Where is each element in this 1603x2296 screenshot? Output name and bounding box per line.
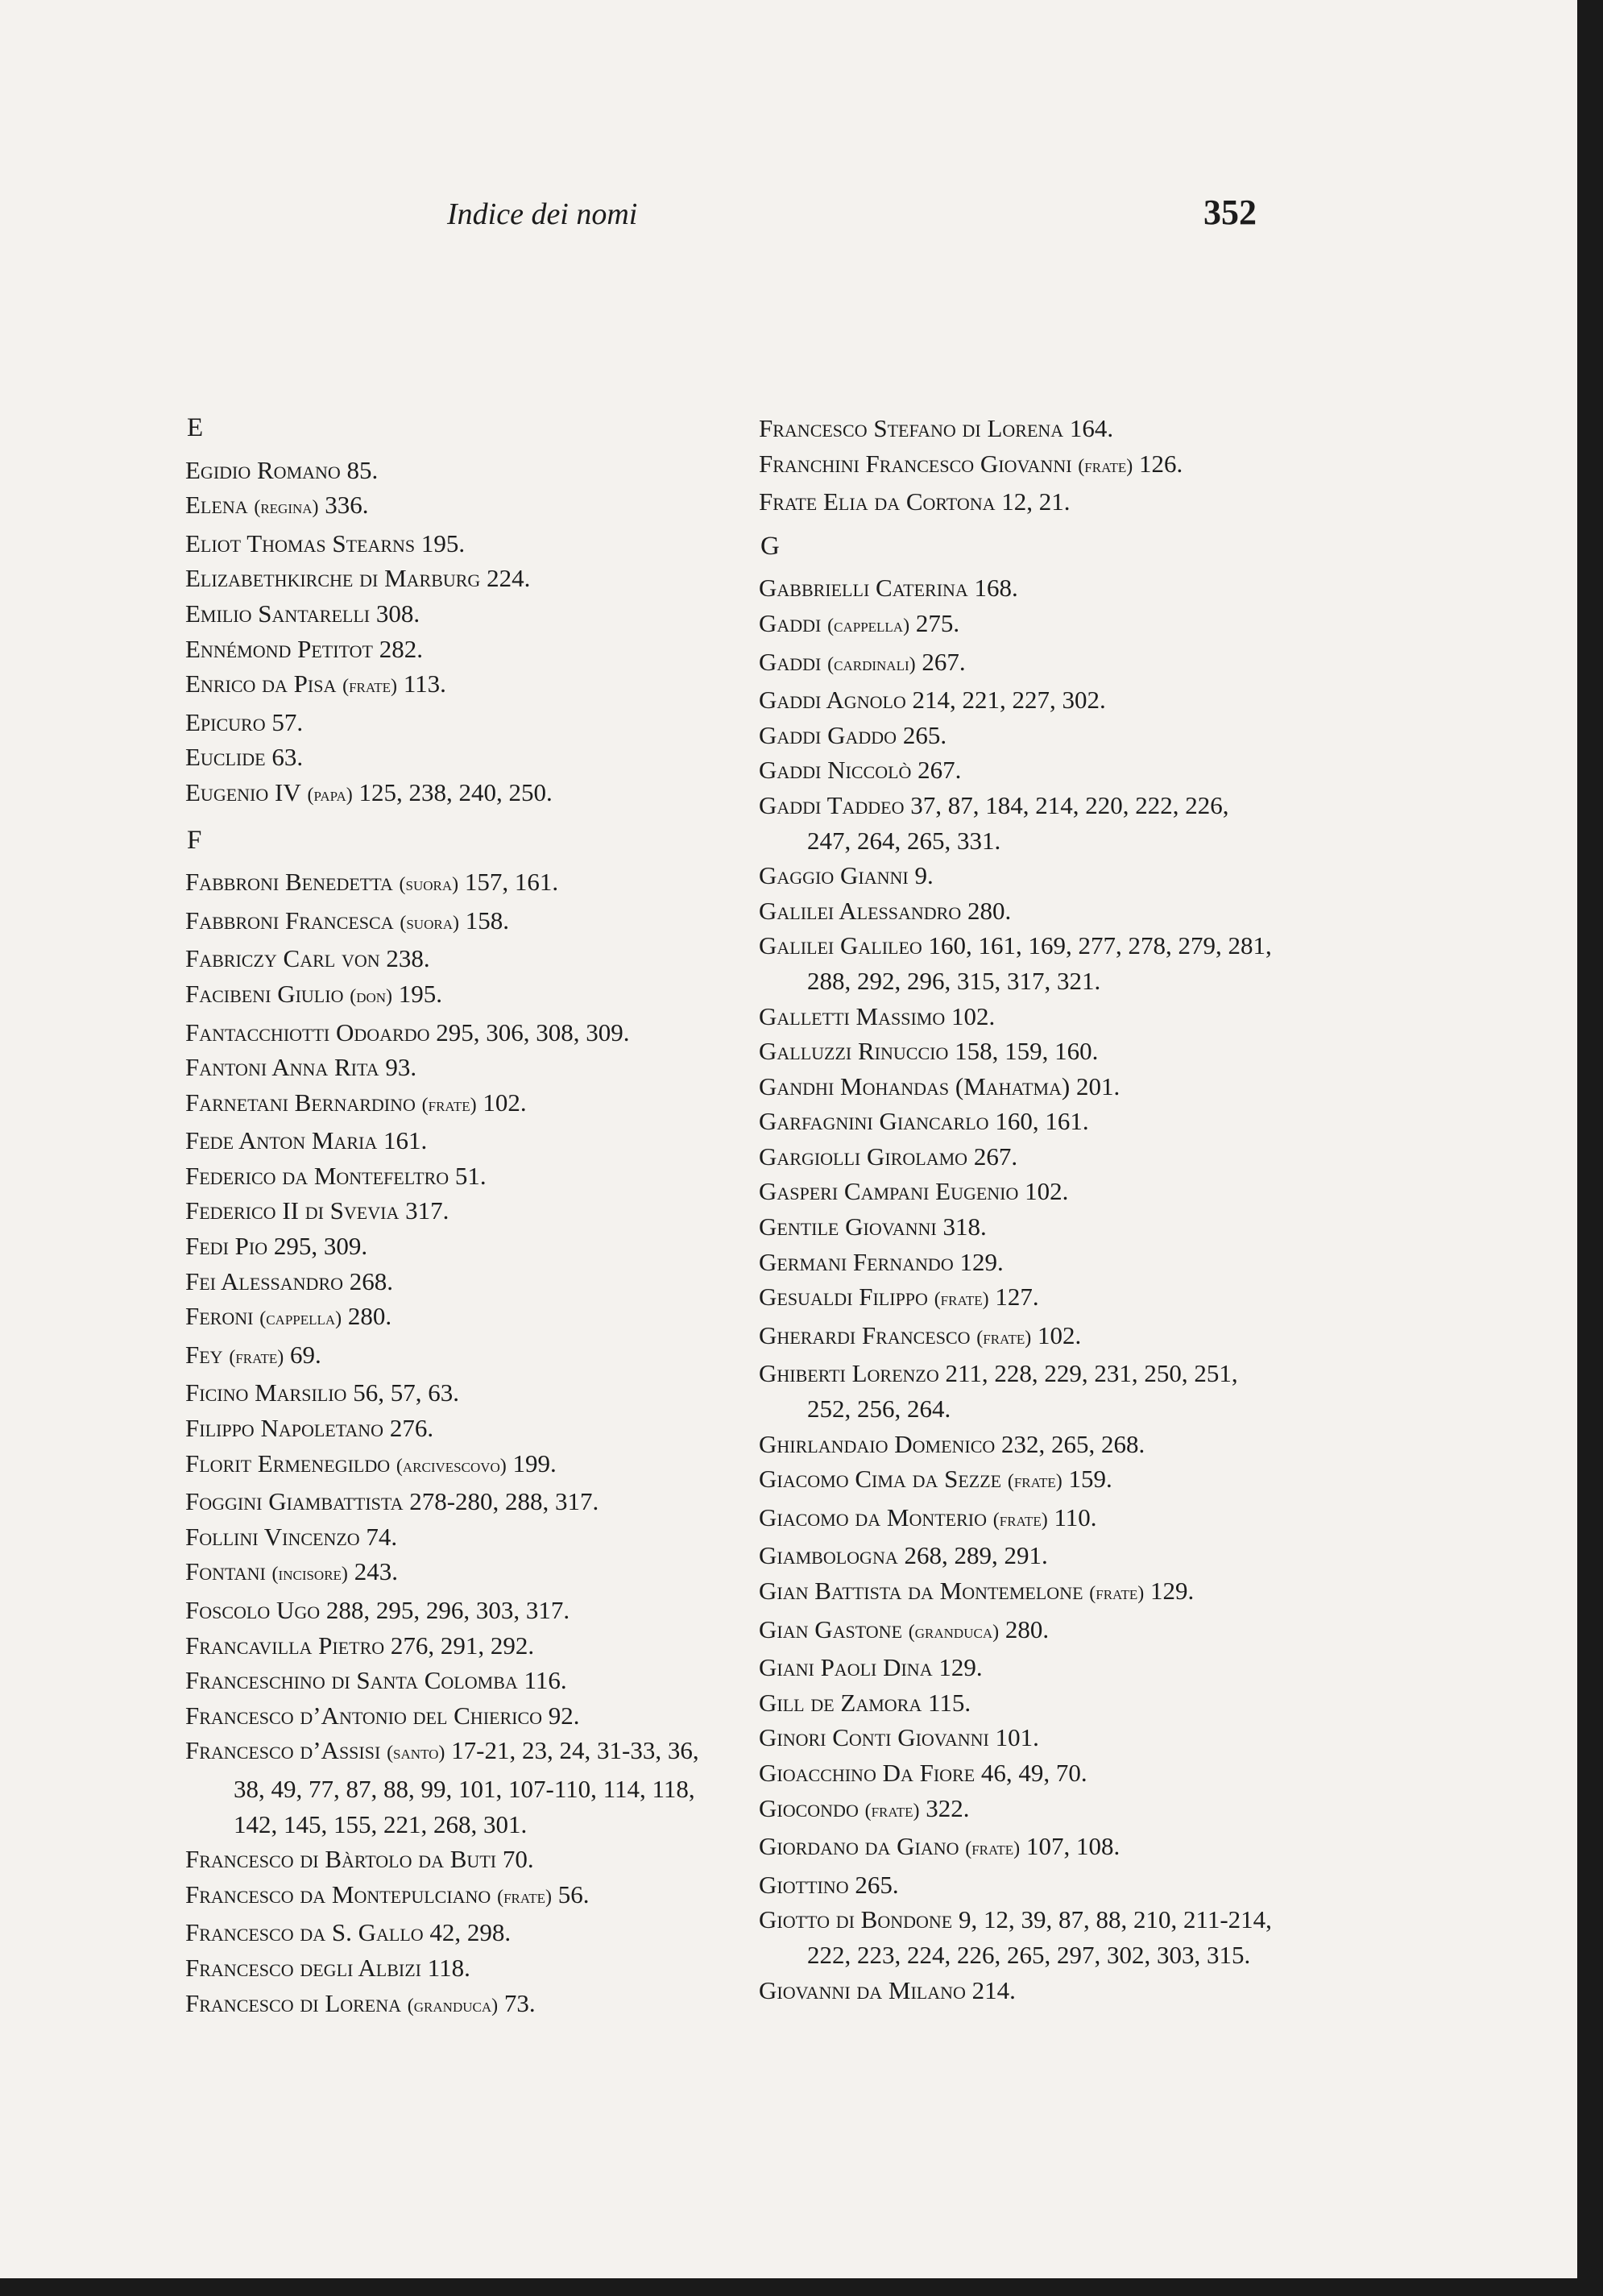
entry-name: Ginori Conti Giovanni: [759, 1723, 989, 1752]
entry-pages: 195.: [420, 528, 466, 557]
entry-name: Francesco di Lorena: [185, 1988, 402, 2017]
index-entry: [759, 1245, 1274, 1280]
entry-name: Galilei Galileo: [759, 931, 922, 960]
index-entry: [185, 561, 733, 596]
entry-pages: 318.: [942, 1212, 987, 1241]
entry-name: Fede Anton Maria: [185, 1126, 378, 1155]
index-entry: [759, 411, 1274, 446]
entry-pages: 56.: [557, 1879, 590, 1908]
index-entry: [185, 1158, 733, 1194]
entry-pages: 268, 289, 291.: [904, 1541, 1048, 1570]
index-entry: [185, 976, 733, 1015]
entry-pages: 93.: [385, 1053, 417, 1082]
entry-pages: 116.: [524, 1666, 567, 1695]
entry-name: Giocondo: [759, 1793, 859, 1822]
entry-name: Epicuro: [185, 707, 266, 736]
entry-note: (granduca): [407, 1995, 499, 2016]
index-entry: [185, 1337, 733, 1376]
entry-pages: 317.: [405, 1196, 449, 1225]
index-entry: [759, 682, 1274, 718]
entry-note: (regina): [254, 497, 319, 519]
entry-pages: 275.: [915, 608, 960, 637]
entry-name: Elizabethkirche di Marburg: [185, 564, 481, 593]
entry-name: Ghiberti Lorenzo: [759, 1359, 939, 1388]
index-entry: [185, 864, 733, 903]
entry-name: Emilio Santarelli: [185, 599, 371, 628]
entry-pages: 125, 238, 240, 250.: [358, 777, 553, 806]
index-entry: [185, 1299, 733, 1337]
entry-pages: 276, 291, 292.: [390, 1631, 535, 1660]
entry-pages: 280.: [1004, 1614, 1050, 1643]
entry-note: (frate): [1007, 1471, 1062, 1493]
entry-name: Giotto di Bondone: [759, 1905, 953, 1934]
index-entry: [759, 1685, 1274, 1721]
entry-name: Ficino Marsilio: [185, 1378, 347, 1407]
entry-pages: 265.: [902, 720, 947, 749]
entry-name: Florit Ermenegildo: [185, 1448, 391, 1477]
entry-note: (frate): [992, 1509, 1048, 1531]
entry-name: Gill de Zamora: [759, 1688, 922, 1717]
index-entry: [185, 1519, 733, 1555]
entry-name: Gabbrielli Caterina: [759, 574, 968, 603]
running-header-title: Indice dei nomi: [447, 197, 638, 231]
index-entry: [759, 1538, 1274, 1573]
entry-name: Germani Fernando: [759, 1247, 954, 1276]
index-entry: [759, 1755, 1274, 1791]
index-entry: [185, 1663, 733, 1698]
index-entry: [759, 1209, 1274, 1245]
entry-name: Gaddi Taddeo: [759, 790, 905, 819]
index-column-right: [759, 411, 1274, 2008]
entry-pages: 288, 295, 296, 303, 317.: [325, 1596, 570, 1624]
entry-name: Francesco da Montepulciano: [185, 1879, 491, 1908]
letter-heading: E: [187, 413, 204, 442]
entry-name: Follini Vincenzo: [185, 1522, 360, 1551]
index-entry: [185, 1698, 733, 1734]
entry-pages: 282.: [379, 634, 423, 663]
index-entry: [759, 1356, 1274, 1426]
entry-name: Gian Battista da Montemelone: [759, 1577, 1083, 1605]
entry-name: Egidio Romano: [185, 455, 341, 484]
index-column-left: [185, 411, 733, 2024]
entry-pages: 69.: [290, 1340, 321, 1369]
entry-note: (frate): [976, 1327, 1032, 1349]
index-entry: [759, 1318, 1274, 1357]
entry-name: Gaggio Gianni: [759, 861, 909, 890]
index-entry: [185, 1085, 733, 1124]
entry-name: Gherardi Francesco: [759, 1320, 971, 1349]
entry-name: Fantacchiotti Odoardo: [185, 1017, 430, 1046]
index-entry: [185, 1915, 733, 1950]
index-entry: [759, 446, 1274, 485]
entry-name: Gioacchino Da Fiore: [759, 1758, 975, 1787]
index-entry: [759, 1279, 1274, 1318]
entry-note: (cardinali): [827, 653, 916, 675]
index-entry: [759, 718, 1274, 753]
entry-name: Federico da Montefeltro: [185, 1161, 449, 1190]
entry-pages: 12, 21.: [1001, 487, 1071, 516]
entry-pages: 232, 265, 268.: [1001, 1429, 1145, 1458]
index-entry: [185, 1015, 733, 1051]
entry-pages: 280.: [347, 1302, 392, 1331]
entry-name: Fabbroni Francesca: [185, 906, 394, 935]
index-entry: [759, 1461, 1274, 1500]
entry-name: Galilei Alessandro: [759, 896, 962, 925]
entry-pages: 158.: [465, 906, 509, 935]
entry-pages: 126.: [1139, 449, 1183, 478]
entry-pages: 280.: [967, 896, 1012, 925]
index-entry: [185, 453, 733, 488]
index-entry: [759, 1174, 1274, 1209]
index-entry: [759, 928, 1274, 998]
entry-name: Francesco di Bàrtolo da Buti: [185, 1845, 497, 1874]
index-entry: [759, 1500, 1274, 1539]
index-entry: [185, 1375, 733, 1411]
entry-pages: 113.: [403, 669, 446, 698]
index-entry: [185, 1446, 733, 1485]
entry-pages: 159.: [1068, 1465, 1112, 1494]
index-entry: [759, 1791, 1274, 1830]
entry-name: Fantoni Anna Rita: [185, 1053, 379, 1082]
entry-note: (frate): [342, 676, 398, 698]
entry-name: Federico II di Svevia: [185, 1196, 400, 1225]
index-entry: [759, 1867, 1274, 1903]
entry-name: Elena: [185, 491, 248, 520]
entry-pages: 102.: [1025, 1177, 1069, 1206]
index-entry: [759, 570, 1274, 606]
entry-name: Fedi Pio: [185, 1232, 268, 1261]
index-entry: [759, 1650, 1274, 1685]
index-entry: [759, 893, 1274, 929]
entry-name: Francesco da S. Gallo: [185, 1918, 424, 1947]
letter-heading: F: [187, 825, 202, 855]
entry-note: (suora): [399, 874, 459, 896]
index-entry: [185, 775, 733, 814]
entry-name: Euclide: [185, 743, 266, 772]
entry-pages: 322.: [926, 1793, 970, 1822]
entry-name: Eliot Thomas Stearns: [185, 528, 416, 557]
index-entry: [185, 1733, 733, 1842]
entry-note: (frate): [497, 1886, 553, 1908]
entry-pages: 73.: [503, 1988, 536, 2017]
entry-pages: 211, 228, 229, 231, 250, 251, 252, 256, 264.: [807, 1359, 1238, 1424]
index-entry: [759, 644, 1274, 683]
entry-note: (cappella): [827, 615, 910, 636]
entry-name: Frate Elia da Cortona: [759, 487, 996, 516]
index-entry: [759, 1069, 1274, 1104]
index-entry: [185, 903, 733, 942]
entry-name: Francavilla Pietro: [185, 1631, 385, 1660]
entry-pages: 110.: [1054, 1502, 1097, 1531]
page-number: 352: [1203, 193, 1257, 232]
entry-pages: 224.: [487, 564, 531, 593]
entry-pages: 17-21, 23, 24, 31-33, 36, 38, 49, 77, 87, 88, 99, 101, 107-110, 114, 118, 142, 145, 155, 221, 268, 301.: [234, 1736, 699, 1838]
entry-name: Gasperi Campani Eugenio: [759, 1177, 1019, 1206]
index-entry: [759, 999, 1274, 1034]
entry-pages: 267.: [917, 756, 962, 785]
entry-name: Gesualdi Filippo: [759, 1283, 928, 1312]
index-entry: [185, 632, 733, 667]
entry-name: Gentile Giovanni: [759, 1212, 937, 1241]
entry-name: Giacomo da Monterio: [759, 1502, 987, 1531]
entry-pages: 214.: [971, 1975, 1016, 2004]
entry-name: Fey: [185, 1340, 223, 1369]
entry-pages: 267.: [922, 647, 966, 676]
entry-pages: 199.: [512, 1448, 557, 1477]
index-entry: [185, 1411, 733, 1446]
entry-pages: 63.: [271, 743, 304, 772]
entry-name: Fei Alessandro: [185, 1266, 344, 1295]
entry-pages: 160, 161.: [995, 1107, 1089, 1136]
entry-pages: 265.: [855, 1870, 899, 1899]
entry-pages: 85.: [346, 455, 379, 484]
index-entry: [759, 606, 1274, 644]
index-entry: [185, 1986, 733, 2025]
entry-pages: 268.: [349, 1266, 394, 1295]
entry-pages: 102.: [1037, 1320, 1082, 1349]
entry-name: Enrico da Pisa: [185, 669, 337, 698]
entry-pages: 276.: [389, 1414, 434, 1443]
entry-note: (arcivescovo): [396, 1455, 507, 1477]
entry-name: Foggini Giambattista: [185, 1487, 404, 1516]
entry-pages: 129.: [1149, 1577, 1195, 1605]
entry-pages: 336.: [325, 491, 369, 520]
entry-note: (frate): [965, 1838, 1021, 1860]
letter-heading: G: [760, 531, 780, 561]
entry-name: Gargiolli Girolamo: [759, 1142, 968, 1171]
entry-name: Farnetani Bernardino: [185, 1088, 416, 1117]
index-entry: [185, 526, 733, 562]
entry-name: Giordano da Giano: [759, 1832, 959, 1861]
index-entry: [185, 941, 733, 976]
index-entry: [759, 1973, 1274, 2008]
entry-pages: 195.: [398, 979, 443, 1008]
index-entry: [185, 1050, 733, 1085]
entry-pages: 70.: [502, 1845, 534, 1874]
entry-pages: 295, 309.: [273, 1232, 368, 1261]
index-entry: [185, 1593, 733, 1628]
index-entry: [185, 705, 733, 740]
entry-name: Galluzzi Rinuccio: [759, 1037, 949, 1066]
entry-name: Giottino: [759, 1870, 849, 1899]
entry-name: Giambologna: [759, 1541, 898, 1570]
entry-name: Facibeni Giulio: [185, 979, 344, 1008]
index-entry: [185, 1484, 733, 1519]
entry-name: Gandhi Mohandas (Mahatma): [759, 1071, 1071, 1100]
index-entry: [759, 484, 1274, 520]
entry-name: Ennémond Petitot: [185, 634, 373, 663]
index-entry: [185, 1193, 733, 1229]
index-entry: [759, 1104, 1274, 1139]
entry-name: Fabriczy Carl von: [185, 944, 380, 973]
index-entry: [185, 487, 733, 526]
entry-note: (cappella): [259, 1308, 342, 1330]
entry-name: Gian Gastone: [759, 1614, 903, 1643]
entry-note: (frate): [1078, 455, 1133, 477]
entry-name: Fabbroni Benedetta: [185, 868, 393, 897]
entry-note: (frate): [934, 1289, 989, 1311]
entry-pages: 51.: [454, 1161, 487, 1190]
entry-name: Feroni: [185, 1302, 254, 1331]
entry-pages: 102.: [951, 1001, 996, 1030]
entry-name: Francesco d’Antonio del Chierico: [185, 1701, 543, 1730]
entry-name: Franceschino di Santa Colomba: [185, 1666, 518, 1695]
entry-note: (papa): [307, 784, 353, 806]
index-entry: [759, 788, 1274, 858]
index-entry: [759, 1720, 1274, 1755]
entry-note: (suora): [400, 912, 459, 934]
index-entry: [759, 752, 1274, 788]
entry-name: Filippo Napoletano: [185, 1414, 384, 1443]
entry-name: Giovanni da Milano: [759, 1975, 966, 2004]
entry-note: (santo): [387, 1743, 445, 1764]
entry-pages: 129.: [959, 1247, 1004, 1276]
entry-name: Fontani: [185, 1557, 266, 1586]
entry-note: (don): [350, 985, 393, 1007]
entry-name: Foscolo Ugo: [185, 1596, 321, 1624]
index-entry: [759, 858, 1274, 893]
entry-pages: 127.: [995, 1283, 1039, 1312]
entry-pages: 101.: [995, 1723, 1039, 1752]
entry-pages: 157, 161.: [464, 868, 559, 897]
entry-pages: 158, 159, 160.: [955, 1037, 1099, 1066]
entry-note: (frate): [864, 1800, 920, 1821]
entry-pages: 57.: [271, 707, 304, 736]
entry-pages: 9, 12, 39, 87, 88, 210, 211-214, 222, 223, 224, 226, 265, 297, 302, 303, 315.: [807, 1905, 1272, 1969]
entry-pages: 102.: [483, 1088, 527, 1117]
entry-name: Giani Paoli Dina: [759, 1653, 933, 1682]
entry-name: Giacomo Cima da Sezze: [759, 1465, 1002, 1494]
index-entry: [185, 596, 733, 632]
entry-pages: 295, 306, 308, 309.: [436, 1017, 630, 1046]
entry-name: Gaddi Niccolò: [759, 756, 912, 785]
entry-name: Eugenio IV: [185, 777, 301, 806]
entry-pages: 278-280, 288, 317.: [409, 1487, 599, 1516]
index-entry: [185, 1842, 733, 1877]
entry-note: (granduca): [908, 1621, 1000, 1643]
entry-pages: 92.: [548, 1701, 580, 1730]
index-entry: [185, 1554, 733, 1593]
entry-pages: 42, 298.: [429, 1918, 512, 1947]
index-entry: [759, 1612, 1274, 1651]
entry-pages: 243.: [354, 1557, 398, 1586]
entry-pages: 118.: [427, 1953, 470, 1982]
entry-name: Francesco Stefano di Lorena: [759, 414, 1064, 442]
entry-pages: 160, 161, 169, 277, 278, 279, 281, 288, 292, 296, 315, 317, 321.: [807, 931, 1272, 995]
entry-name: Gaddi: [759, 647, 822, 676]
entry-pages: 214, 221, 227, 302.: [912, 686, 1106, 715]
entry-pages: 238.: [386, 944, 430, 973]
index-entry: [185, 1877, 733, 1916]
entry-name: Francesco d’Assisi: [185, 1736, 381, 1765]
entry-pages: 46, 49, 70.: [980, 1758, 1087, 1787]
entry-name: Galletti Massimo: [759, 1001, 946, 1030]
entry-pages: 74.: [366, 1522, 398, 1551]
index-entry: [185, 1628, 733, 1664]
entry-name: Gaddi: [759, 608, 822, 637]
entry-note: (frate): [229, 1346, 284, 1368]
entry-pages: 161.: [383, 1126, 428, 1155]
index-entry: [185, 1950, 733, 1986]
index-entry: [759, 1573, 1274, 1612]
index-entry: [185, 1264, 733, 1299]
index-entry: [759, 1829, 1274, 1867]
entry-pages: 308.: [375, 599, 420, 628]
entry-name: Francesco degli Albizi: [185, 1953, 421, 1982]
entry-note: (frate): [1089, 1583, 1145, 1604]
entry-note: (incisore): [271, 1564, 348, 1585]
entry-pages: 56, 57, 63.: [353, 1378, 459, 1407]
index-entry: [185, 1229, 733, 1264]
entry-note: (frate): [421, 1094, 477, 1116]
entry-name: Gaddi Agnolo: [759, 686, 906, 715]
entry-pages: 129.: [938, 1653, 983, 1682]
entry-name: Garfagnini Giancarlo: [759, 1107, 989, 1136]
entry-pages: 37, 87, 184, 214, 220, 222, 226, 247, 264, 265, 331.: [807, 790, 1229, 855]
entry-name: Ghirlandaio Domenico: [759, 1429, 996, 1458]
index-entry: [185, 666, 733, 705]
entry-pages: 164.: [1069, 414, 1114, 442]
index-entry: [759, 1034, 1274, 1069]
index-entry: [185, 1123, 733, 1158]
index-entry: [759, 1427, 1274, 1462]
entry-pages: 115.: [928, 1688, 971, 1717]
index-entry: [185, 740, 733, 775]
entry-pages: 168.: [974, 574, 1018, 603]
entry-pages: 201.: [1075, 1071, 1120, 1100]
entry-name: Franchini Francesco Giovanni: [759, 449, 1072, 478]
index-entry: [759, 1139, 1274, 1175]
entry-pages: 9.: [914, 861, 934, 890]
index-entry: [759, 1902, 1274, 1972]
entry-pages: 267.: [973, 1142, 1018, 1171]
entry-pages: 107, 108.: [1025, 1832, 1120, 1861]
entry-name: Gaddi Gaddo: [759, 720, 897, 749]
